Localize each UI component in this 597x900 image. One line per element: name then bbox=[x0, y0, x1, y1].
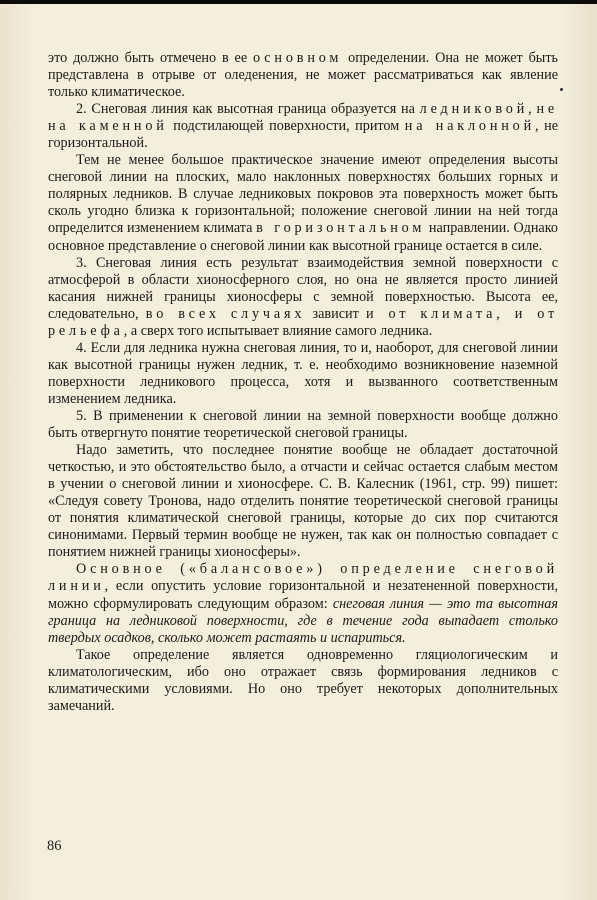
text-run: , bbox=[528, 101, 537, 118]
page-number: 86 bbox=[47, 838, 62, 854]
text-run: 4. Если для ледника нужна снеговая линия, то и, наоборот, для снеговой линии как высотной границы нужен ледник, т. е. необходимо возникновение наземной поверхности ледникового процесса, хотя и вызванного соответственным изменением ледника. bbox=[48, 339, 558, 407]
text-run: определении. Она не может быть представлена в отрыве от оледенения, не может рассматриваться как явление только климатическое. bbox=[48, 50, 558, 101]
text-run: на наклонной bbox=[404, 118, 536, 135]
text-run: Надо заметить, что последнее понятие вообще не обладает достаточной четкостью, и это обстоятельство было, а отчасти и сейчас остается слабым местом в учении о снеговой линии и хионосфере. С. В. Калесник (1961, стр. 99) пишет: «Следуя совету Тронова, надо отделить понятие теоретической снеговой границы от понятия климатической снеговой границы, которые до сих пор считаются синонимами. Первый термин вообще не нужен, так как он полностью совпадает с понятием нижней границы хионосферы». bbox=[48, 442, 558, 561]
text-run: направлении. Однако основное представление о снеговой линии как высотной границе остается в силе. bbox=[48, 220, 558, 254]
text-run: , а сверх того испытывает влияние самого ледника. bbox=[123, 322, 433, 339]
paragraph bbox=[48, 340, 558, 408]
text-run: Основное («балансовое») определение снеговой линии bbox=[48, 561, 558, 595]
text-run: основном bbox=[253, 50, 343, 66]
text-run: и от климата, и от рельефа bbox=[48, 305, 558, 339]
text-run: ледниковой bbox=[419, 101, 529, 118]
text-run: во всех случаях bbox=[145, 305, 306, 322]
text-run: в горизонтальном bbox=[256, 220, 426, 237]
paragraph bbox=[48, 647, 558, 715]
text-run: 3. Снеговая линия есть результат взаимодействия земной поверхности с атмосферой в области хионосферного слоя, но она не является просто линией касания нижней границы хионосферы с земной поверхностью. Высота ее, следовательно, bbox=[48, 254, 558, 322]
text-run: подстилающей поверхности, притом bbox=[167, 118, 405, 135]
text-run: 2. Снеговая линия как высотная граница образуется на bbox=[76, 101, 420, 118]
paragraph bbox=[48, 408, 558, 442]
paragraph bbox=[48, 255, 558, 340]
paragraph bbox=[48, 101, 558, 152]
text-run: зависит bbox=[305, 305, 367, 322]
text-run: , не горизонтальной. bbox=[48, 118, 559, 152]
text-run: 5. В применении к снеговой линии на земной поверхности вообще должно быть отвергнуто понятие теоретической снеговой границы. bbox=[48, 407, 558, 442]
paragraph bbox=[48, 50, 558, 101]
text-run: это должно быть отмечено в ее bbox=[48, 50, 254, 66]
page-body-text bbox=[48, 50, 558, 715]
text-run: Тем не менее большое практическое значение имеют определения высоты снеговой линии на плоских, мало наклонных поверхностях больших горных и полярных ледников. В случае ледниковых покровов эта поверхность может быть сколь угодно близка к горизонтальной; положение снеговой линии на ней тогда определится изменением климата bbox=[48, 152, 558, 237]
paragraph bbox=[48, 442, 558, 561]
scan-top-edge bbox=[0, 0, 597, 4]
print-speck bbox=[560, 88, 563, 91]
paragraph bbox=[48, 152, 558, 254]
text-run: Такое определение является одновременно гляциологическим и климатологическим, ибо оно отражает связь формирования ледников с климатическими условиями. Но оно требует некоторых дополнительных замечаний. bbox=[48, 646, 558, 714]
paragraph bbox=[48, 561, 558, 646]
text-run: снеговая линия — это та высотная граница на ледниковой поверхности, где в течение года выпадает столько твердых осадков, сколько может растаять и испариться. bbox=[48, 595, 558, 646]
text-run: не на каменной bbox=[48, 101, 558, 135]
text-run: , если опустить условие горизонтальной и незатененной поверхности, можно сформулировать следующим образом: bbox=[48, 578, 558, 612]
